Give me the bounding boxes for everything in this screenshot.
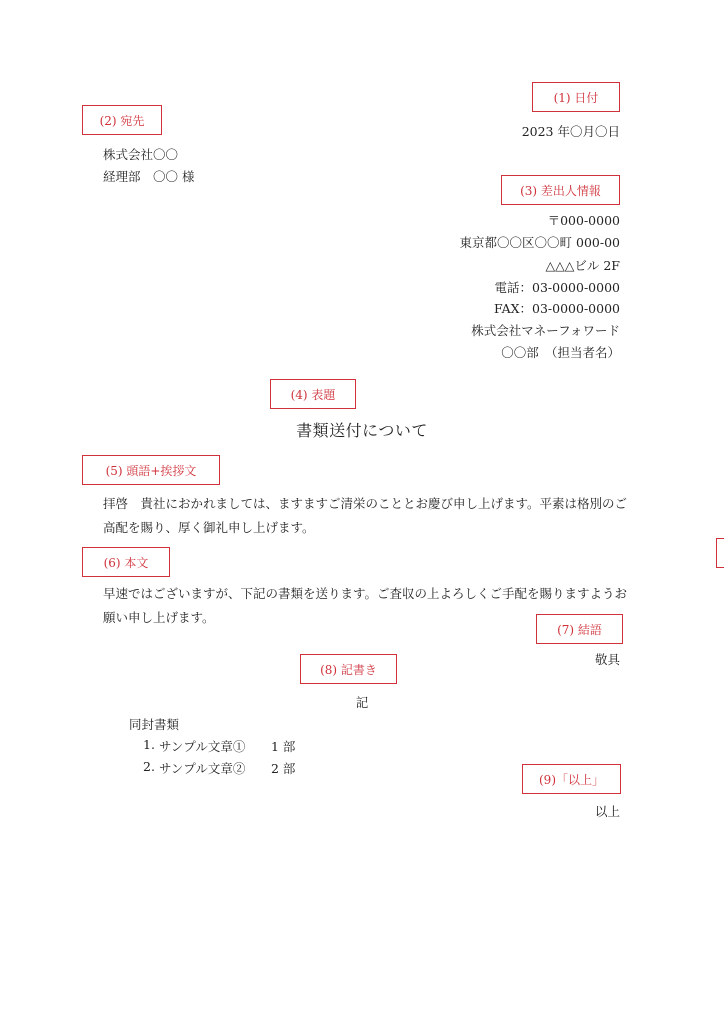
opening-paragraph: 拝啓 貴社におかれましては、ますますご清栄のこととお慶び申し上げます。平素は格別のご高配を賜り、厚く御礼申し上げます。 [103,496,628,535]
list-item-quantity: 1 部 [271,739,296,754]
sender-phone: 電話：03-0000-0000 [494,280,620,295]
edge-annotation-mark [716,538,724,568]
recipient-annotation: (2) 宛先 [82,105,162,135]
enclosure-heading: 同封書類 [129,717,180,732]
sender-contact: 〇〇部 （担当者名） [501,345,620,360]
title-annotation: (4) 表題 [270,379,356,409]
sender-postal: 〒000-0000 [547,213,620,228]
list-item-number: 1. [143,737,155,752]
closing-annotation: (7) 結語 [536,614,623,644]
sender-address-line2: △△△ビル 2F [545,258,620,273]
list-item-name: サンプル文章② [159,761,246,776]
letter-date: 2023 年〇月〇日 [521,124,620,139]
sender-company: 株式会社マネーフォワード [471,323,620,338]
list-item-name: サンプル文章① [159,739,246,754]
list-item-quantity: 2 部 [271,761,296,776]
notation-annotation: (8) 記書き [300,654,397,684]
list-item-number: 2. [143,759,155,774]
list-item [143,737,295,755]
closing-word: 敬具 [594,652,620,667]
notation-heading: 記 [355,695,369,710]
letter-title: 書類送付について [296,421,428,440]
recipient-department: 経理部 〇〇 様 [103,169,195,184]
sender-fax: FAX：03-0000-0000 [494,301,620,316]
body-annotation: (6) 本文 [82,547,170,577]
list-item [143,759,295,777]
end-annotation: (9)「以上」 [522,764,621,794]
recipient-company: 株式会社〇〇 [103,147,179,162]
sender-address-line1: 東京都〇〇区〇〇町 000-00 [459,235,620,250]
date-annotation: (1) 日付 [532,82,620,112]
end-word: 以上 [594,804,620,819]
opening-annotation: (5) 頭語+挨拶文 [82,455,220,485]
body-paragraph: 早速ではございますが、下記の書類を送ります。ご査収の上よろしくご手配を賜りますようお願い申し上げます。 [103,586,628,625]
sender-annotation: (3) 差出人情報 [501,175,620,205]
